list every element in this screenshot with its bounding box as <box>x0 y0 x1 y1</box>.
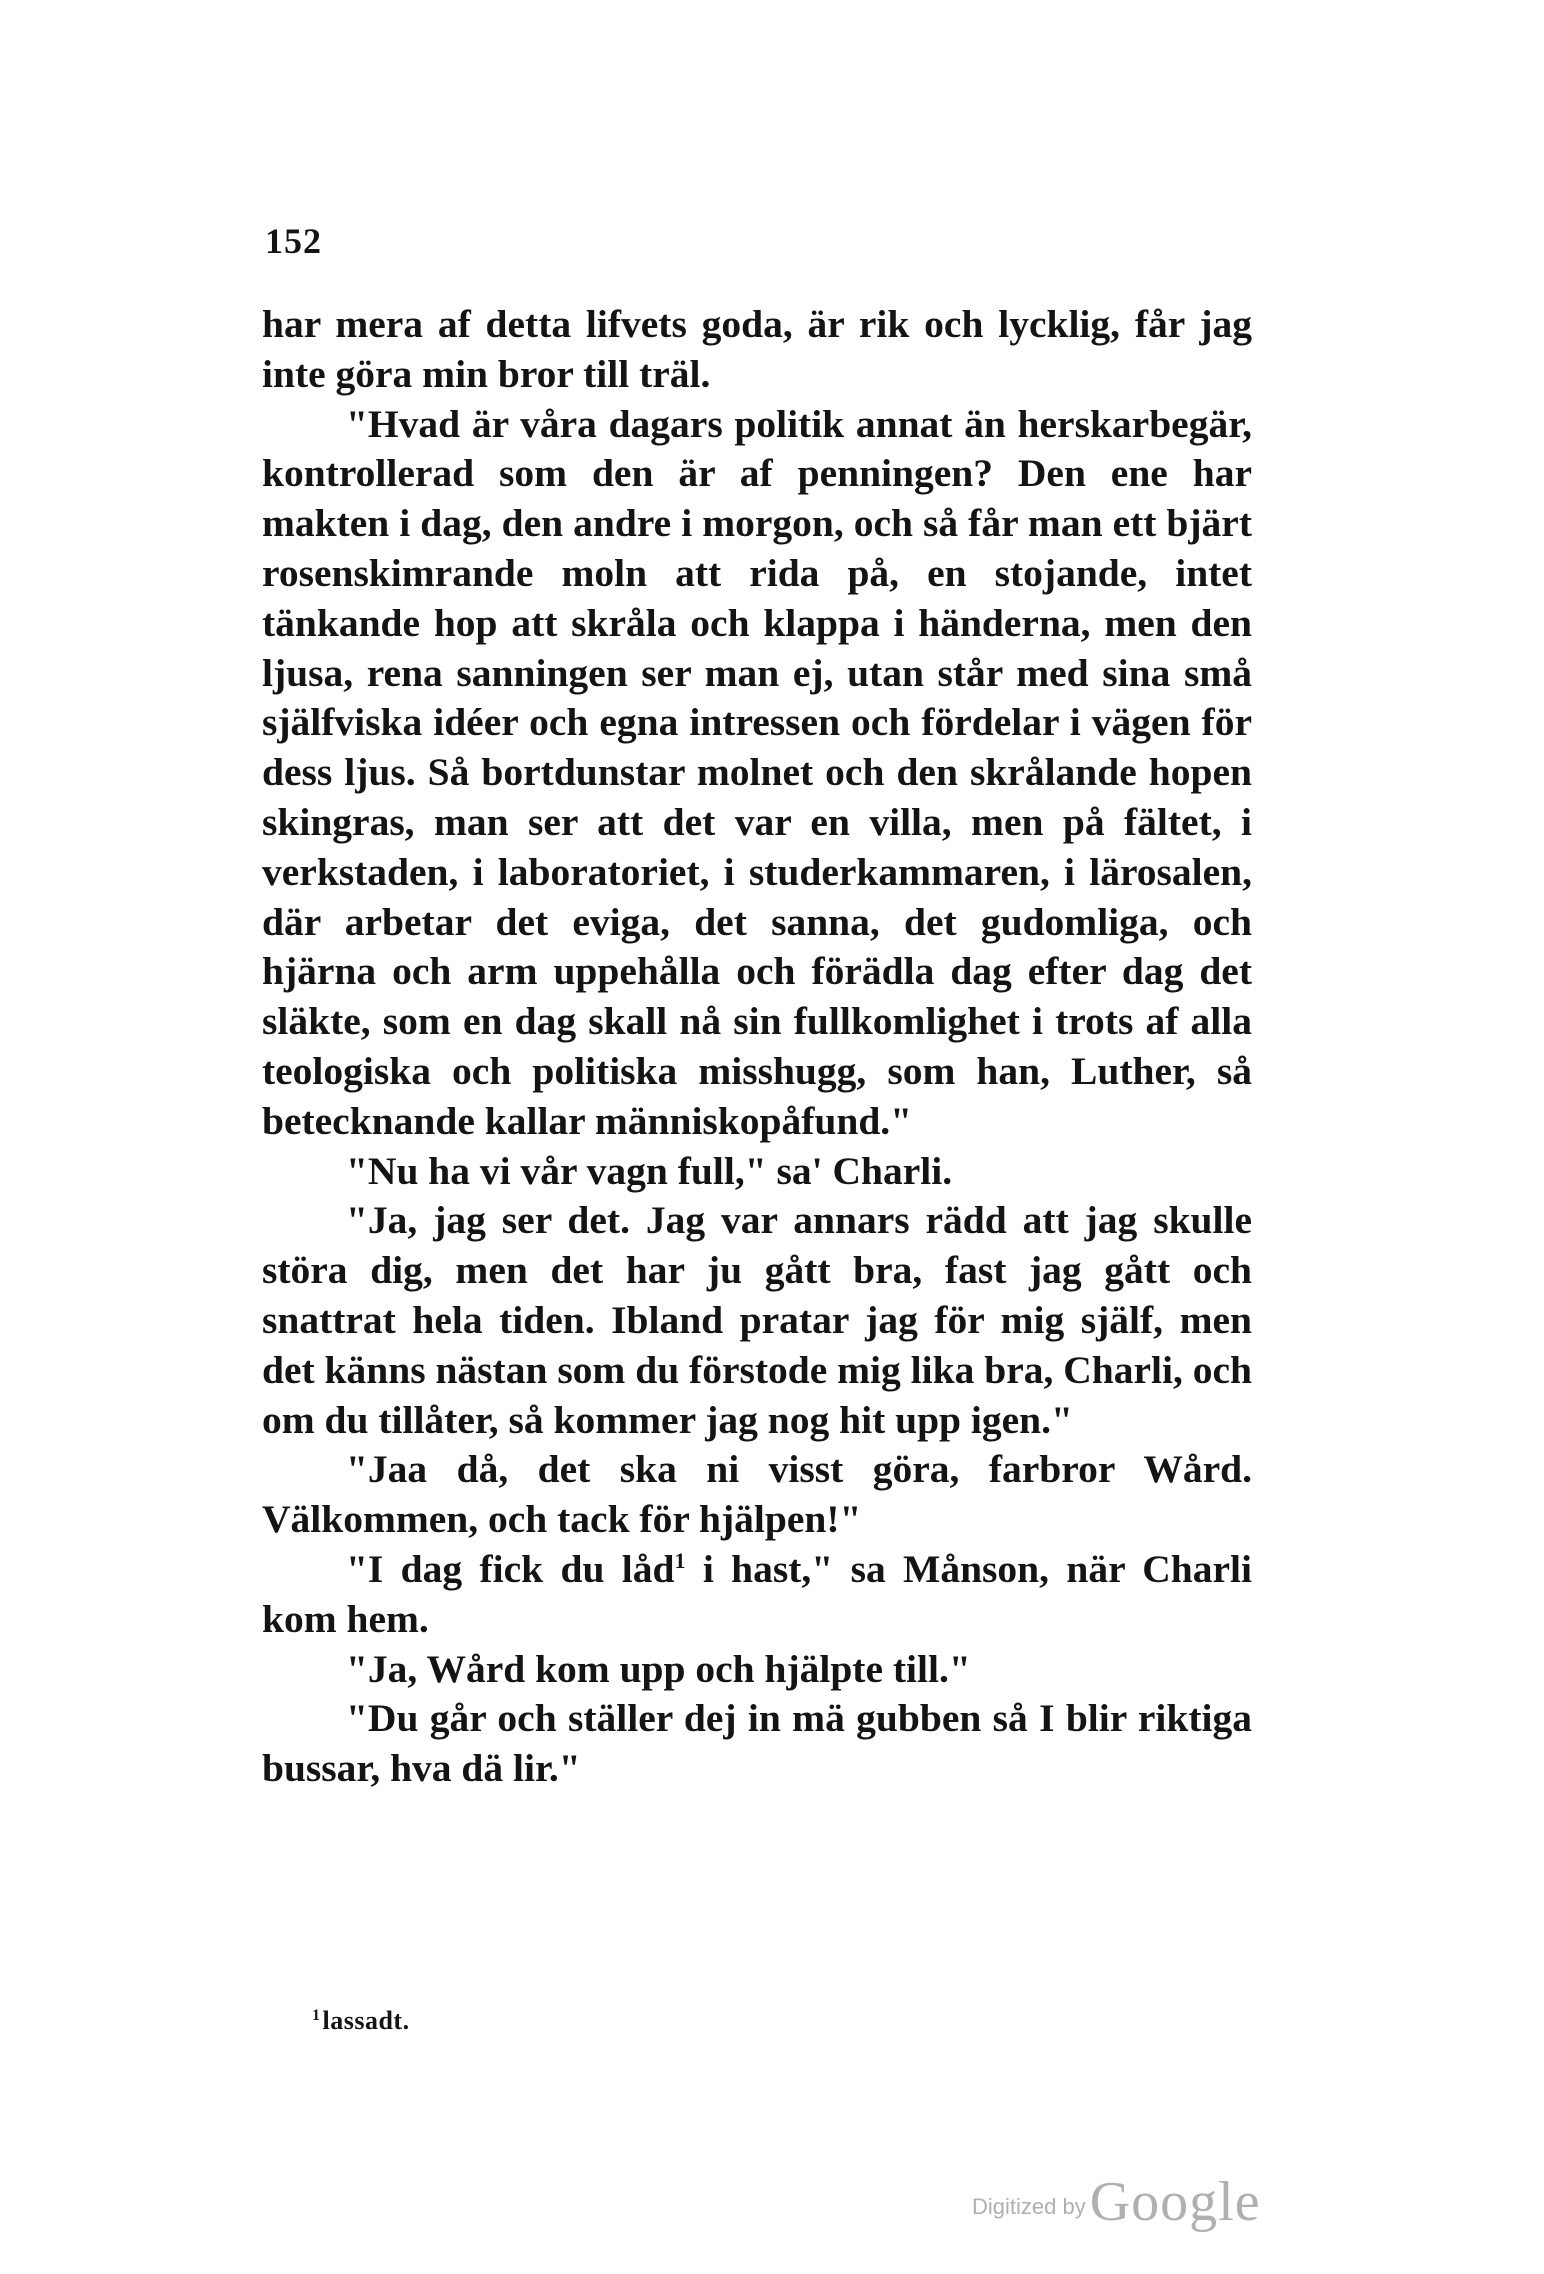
watermark-logo: Google <box>1089 2171 1261 2233</box>
paragraph: har mera af detta lifvets goda, är rik och lycklig, får jag inte göra min bror till träl. <box>262 302 1252 396</box>
footnote <box>312 2006 410 2036</box>
paragraph <box>262 1545 1252 1645</box>
body-text <box>262 300 1252 1794</box>
paragraph-text: "I dag fick du låd <box>346 1546 675 1591</box>
paragraph: "Nu ha vi vår vagn full," sa' Charli. <box>346 1148 953 1193</box>
footnote-marker: 1 <box>312 2007 321 2024</box>
footnote-text: lassadt. <box>322 2006 410 2035</box>
watermark-prefix: Digitized by <box>972 2194 1086 2219</box>
paragraph: "Du går och ställer dej in mä gubben så I blir riktiga bussar, hva dä lir." <box>262 1696 1252 1791</box>
page-number: 152 <box>265 221 322 261</box>
footnote-reference: 1 <box>674 1547 686 1573</box>
paragraph-text: i hast," sa Månson, när Charli kom hem. <box>262 1546 1252 1641</box>
paragraph: "Ja, Wård kom upp och hjälpte till." <box>346 1646 971 1691</box>
paragraph: "Ja, jag ser det. Jag var annars rädd att jag skulle störa dig, men det har ju gått bra, fast jag gått och snattrat hela tiden. Ibland pratar jag för mig själf, men det känns nästan som du förstode mig lika bra, Charli, och om du tillåter, så kommer jag nog hit upp igen." <box>262 1198 1252 1442</box>
digitization-watermark <box>972 2170 1261 2234</box>
paragraph: "Jaa då, det ska ni visst göra, farbror Wård. Välkommen, och tack för hjälpen!" <box>262 1447 1252 1542</box>
paragraph: "Hvad är våra dagars politik annat än herskarbegär, kontrollerad som den är af penningen? Den ene har makten i dag, den andre i morgon, och så får man ett bjärt rosenskimrande moln att rida på, en stojande, intet tänkande hop att skråla och klappa i händerna, men den ljusa, rena sanningen ser man ej, utan står med sina små själfviska idéer och egna intressen och fördelar i vägen för dess ljus. Så bortdunstar molnet och den skrålande hopen skingras, man ser att det var en villa, men på fältet, i verkstaden, i laboratoriet, i studerkammaren, i lärosalen, där arbetar det eviga, det sanna, det gudomliga, och hjärna och arm uppehålla och förädla dag efter dag det släkte, som en dag skall nå sin fullkomlighet i trots af alla teologiska och politiska misshugg, som han, Luther, så betecknande kallar människopåfund." <box>262 401 1252 1143</box>
